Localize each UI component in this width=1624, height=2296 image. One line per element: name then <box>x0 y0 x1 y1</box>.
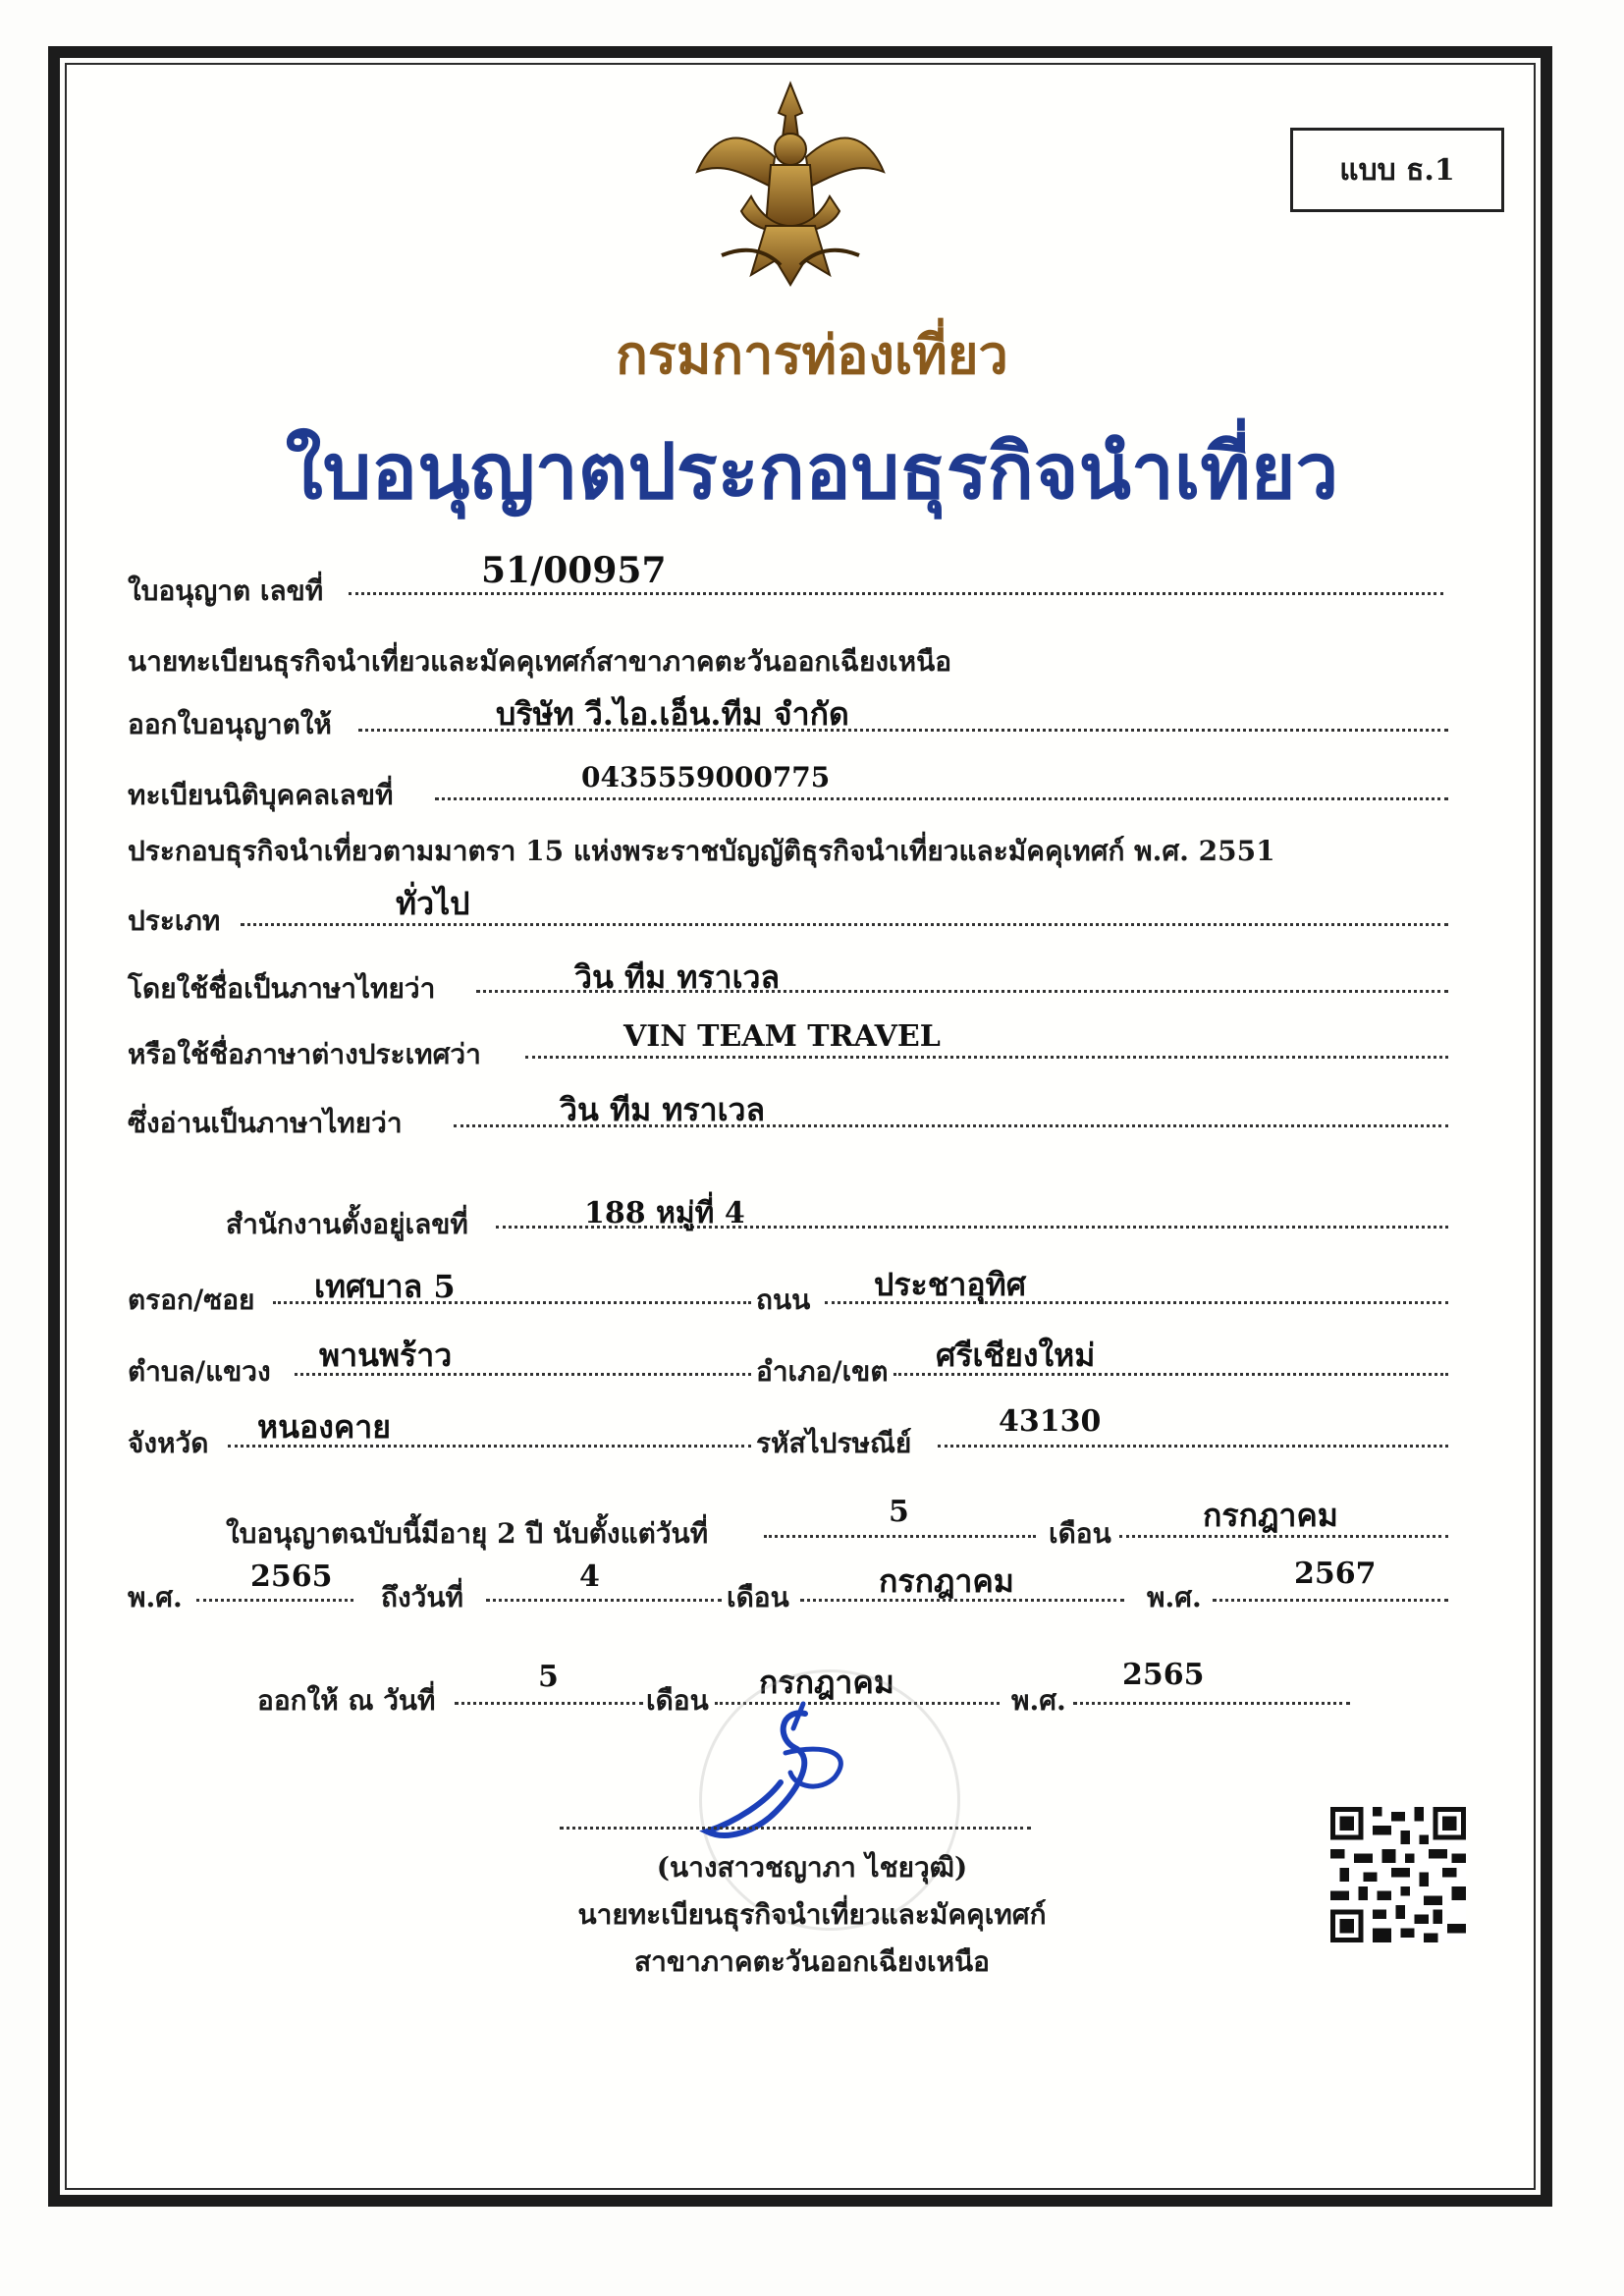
thai-name-value: วิน ทีม ทราเวล <box>574 958 781 996</box>
validity-be-label: พ.ศ. <box>128 1581 183 1613</box>
validity-month-label-2: เดือน <box>727 1581 789 1613</box>
dotted-line <box>525 1056 1448 1059</box>
qr-code-icon <box>1330 1807 1466 1942</box>
dotted-line <box>938 1445 1448 1448</box>
validity-label: ใบอนุญาตฉบับนี้มีอายุ 2 ปี นับตั้งแต่วันที่ <box>226 1517 709 1550</box>
validity-start-day: 5 <box>889 1495 909 1529</box>
province-label: จังหวัด <box>128 1427 209 1459</box>
dotted-line <box>486 1599 722 1602</box>
garuda-emblem-icon <box>692 79 889 290</box>
district-label: อำเภอ/เขต <box>756 1355 889 1388</box>
signature-line <box>560 1827 1031 1830</box>
document-title: ใบอนุญาตประกอบธุรกิจนำเที่ยว <box>285 427 1339 517</box>
postcode-label: รหัสไปรษณีย์ <box>756 1427 912 1459</box>
juristic-no-label: ทะเบียนนิติบุคคลเลขที่ <box>128 779 394 811</box>
issued-to-value: บริษัท วี.ไอ.เอ็น.ทีม จำกัด <box>496 695 849 733</box>
validity-until-label: ถึงวันที่ <box>381 1581 463 1613</box>
reading-label: ซึ่งอ่านเป็นภาษาไทยว่า <box>128 1107 403 1139</box>
dotted-line <box>349 592 1443 595</box>
issue-year: 2565 <box>1122 1658 1205 1692</box>
dotted-line <box>764 1535 1036 1538</box>
foreign-name-label: หรือใช้ชื่อภาษาต่างประเทศว่า <box>128 1038 481 1070</box>
issue-month: กรกฎาคม <box>759 1664 894 1701</box>
validity-end-year: 2567 <box>1294 1557 1377 1591</box>
subdistrict-value: พานพร้าว <box>319 1337 453 1374</box>
issue-label: ออกให้ ณ วันที่ <box>257 1684 436 1717</box>
issued-to-label: ออกใบอนุญาตให้ <box>128 708 332 740</box>
dotted-line <box>435 797 1448 800</box>
road-value: ประชาอุทิศ <box>874 1266 1026 1303</box>
subdistrict-label: ตำบล/แขวง <box>128 1355 271 1388</box>
license-no-value: 51/00957 <box>481 550 667 591</box>
postcode-value: 43130 <box>999 1404 1102 1439</box>
validity-start-month: กรกฎาคม <box>1203 1497 1338 1534</box>
office-value: 188 หมู่ที่ 4 <box>584 1196 745 1230</box>
signatory-name: (นางสาวชญาภา ไชยวุฒิ) <box>656 1851 968 1884</box>
validity-start-year: 2565 <box>250 1559 333 1594</box>
act-line: ประกอบธุรกิจนำเที่ยวตามมาตรา 15 แห่งพระราชบัญญัติธุรกิจนำเที่ยวและมัคคุเทศก์ พ.ศ. 2551 <box>128 835 1275 867</box>
dotted-line <box>196 1599 353 1602</box>
thai-name-label: โดยใช้ชื่อเป็นภาษาไทยว่า <box>128 972 436 1005</box>
dotted-line <box>1213 1599 1448 1602</box>
issue-day: 5 <box>538 1660 559 1694</box>
validity-month-label: เดือน <box>1049 1517 1111 1550</box>
type-value: ทั่วไป <box>396 885 470 922</box>
validity-end-day: 4 <box>579 1559 600 1594</box>
issue-be-label: พ.ศ. <box>1011 1684 1066 1717</box>
soi-label: ตรอก/ซอย <box>128 1284 255 1316</box>
form-code-box: แบบ ธ.1 <box>1290 128 1504 212</box>
foreign-name-value: VIN TEAM TRAVEL <box>623 1019 941 1054</box>
registrar-line: นายทะเบียนธุรกิจนำเที่ยวและมัคคุเทศก์สาขาภาคตะวันออกเฉียงเหนือ <box>128 645 952 678</box>
province-value: หนองคาย <box>257 1408 391 1446</box>
license-no-label: ใบอนุญาต เลขที่ <box>128 574 324 607</box>
department-name: กรมการท่องเที่ยว <box>616 323 1008 386</box>
office-label: สำนักงานตั้งอยู่เลขที่ <box>226 1208 468 1240</box>
signatory-position: นายทะเบียนธุรกิจนำเที่ยวและมัคคุเทศก์ <box>577 1898 1047 1931</box>
road-label: ถนน <box>756 1284 811 1316</box>
issue-month-label: เดือน <box>646 1684 709 1717</box>
validity-be-label-2: พ.ศ. <box>1147 1581 1202 1613</box>
juristic-no-value: 0435559000775 <box>581 761 831 793</box>
validity-end-month: กรกฎาคม <box>879 1562 1014 1600</box>
dotted-line <box>1073 1702 1350 1705</box>
signatory-branch: สาขาภาคตะวันออกเฉียงเหนือ <box>634 1945 990 1978</box>
reading-value: วิน ทีม ทราเวล <box>560 1091 766 1128</box>
district-value: ศรีเชียงใหม่ <box>936 1337 1096 1374</box>
dotted-line <box>455 1702 643 1705</box>
soi-value: เทศบาล 5 <box>314 1268 456 1305</box>
type-label: ประเภท <box>128 904 221 937</box>
